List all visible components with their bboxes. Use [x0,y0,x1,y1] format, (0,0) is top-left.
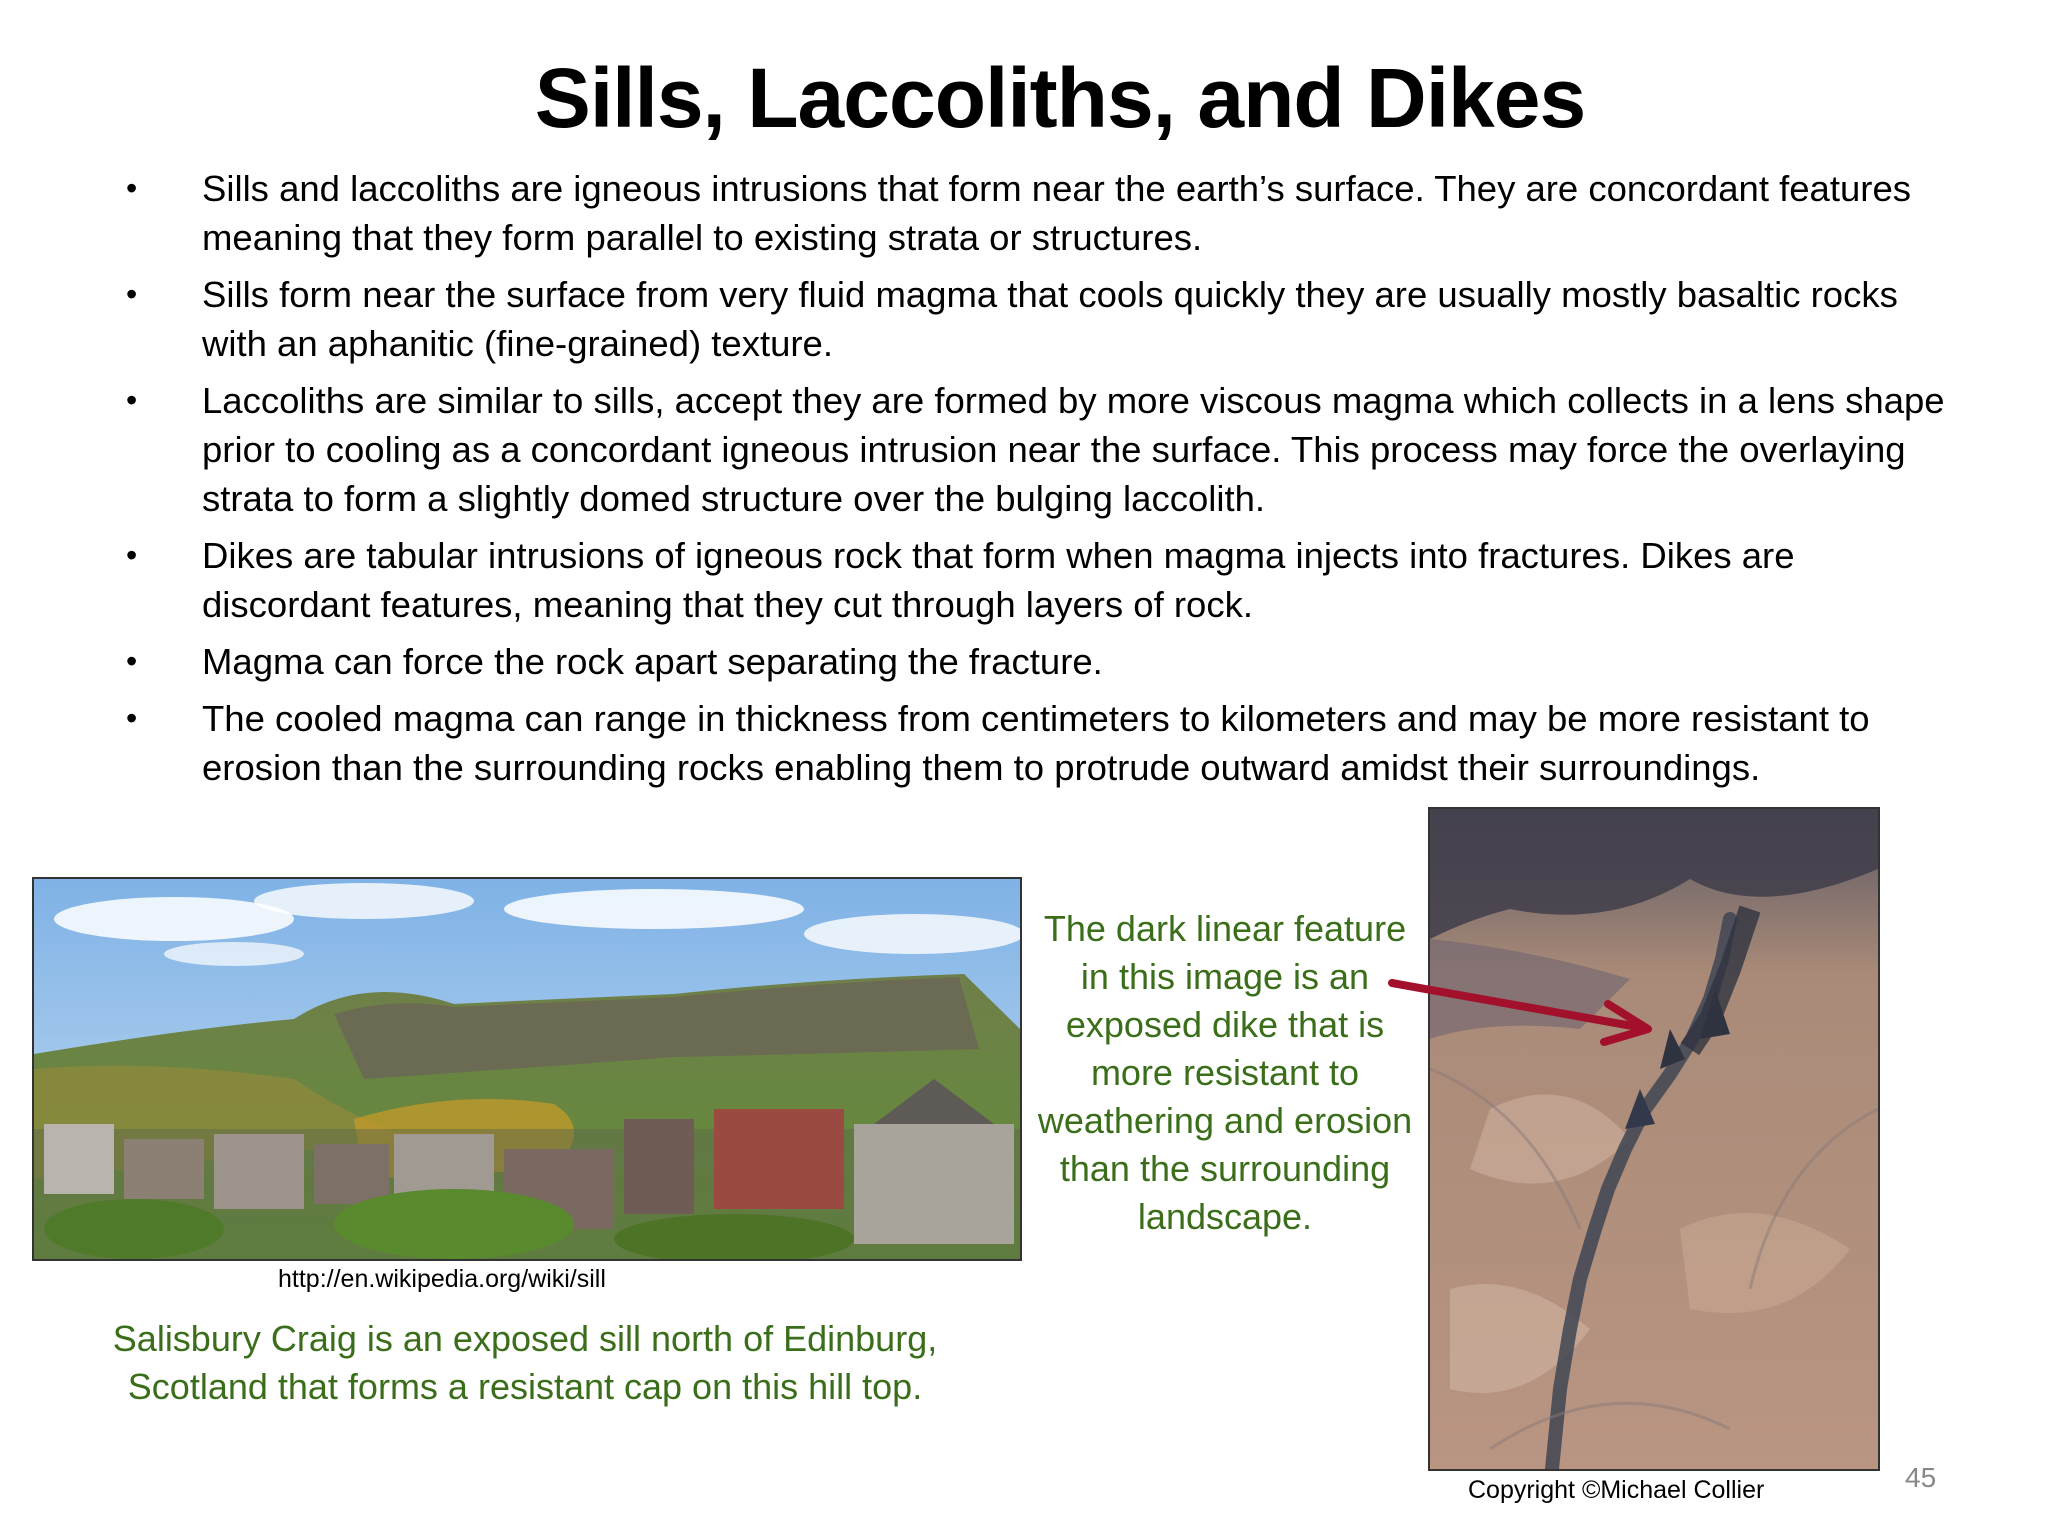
bullet-text: Dikes are tabular intrusions of igneous rock that form when magma injects into fractures. Dikes are discordant features, meaning that they cut through layers of rock. [202,535,1795,625]
bullet-list [120,164,1960,800]
pointer-arrow [1380,970,1680,1050]
bullet-item [120,164,1960,262]
bullet-item [120,531,1960,629]
bullet-text: Sills form near the surface from very fluid magma that cools quickly they are usually mostly basaltic rocks with an aphanitic (fine-grained) texture. [202,274,1898,364]
bullet-item [120,694,1960,792]
bullet-item [120,376,1960,523]
bullet-dot: • [126,276,138,312]
bullet-dot: • [126,537,138,573]
salisbury-crags-illustration [34,879,1020,1259]
bullet-text: The cooled magma can range in thickness from centimeters to kilometers and may be more resistant to erosion than the surrounding rocks enabling them to protrude outward amidst their surroundings. [202,698,1870,788]
bullet-dot: • [126,170,138,206]
slide-title: Sills, Laccoliths, and Dikes [534,51,1586,145]
dike-aerial-photo [1428,807,1880,1471]
bullet-dot: • [126,382,138,418]
bullet-text: Sills and laccoliths are igneous intrusions that form near the earth’s surface. They are concordant features meaning that they form parallel to existing strata or structures. [202,168,1911,258]
bullet-text: Magma can force the rock apart separating the fracture. [202,641,1103,682]
dike-aerial-illustration [1430,809,1878,1469]
bullet-item [120,637,1960,686]
right-image-caption: The dark linear feature in this image is an exposed dike that is more resistant to weathering and erosion than the surrounding landscape. [1037,908,1413,1237]
bullet-text: Laccoliths are similar to sills, accept they are formed by more viscous magma which collects in a lens shape prior to cooling as a concordant igneous intrusion near the surface. This process may force the overlaying strata to form a slightly domed structure over the bulging laccolith. [202,380,1945,519]
left-image-caption: Salisbury Craig is an exposed sill north of Edinburg, Scotland that forms a resistant cap on this hill top. [112,1318,938,1407]
left-image-source: http://en.wikipedia.org/wiki/sill [278,1265,606,1293]
right-image-credit: Copyright ©Michael Collier [1468,1476,1765,1504]
bullet-dot: • [126,643,138,679]
page-number: 45 [1905,1462,1937,1493]
bullet-item [120,270,1960,368]
bullet-dot: • [126,700,138,736]
salisbury-crags-photo [32,877,1022,1261]
